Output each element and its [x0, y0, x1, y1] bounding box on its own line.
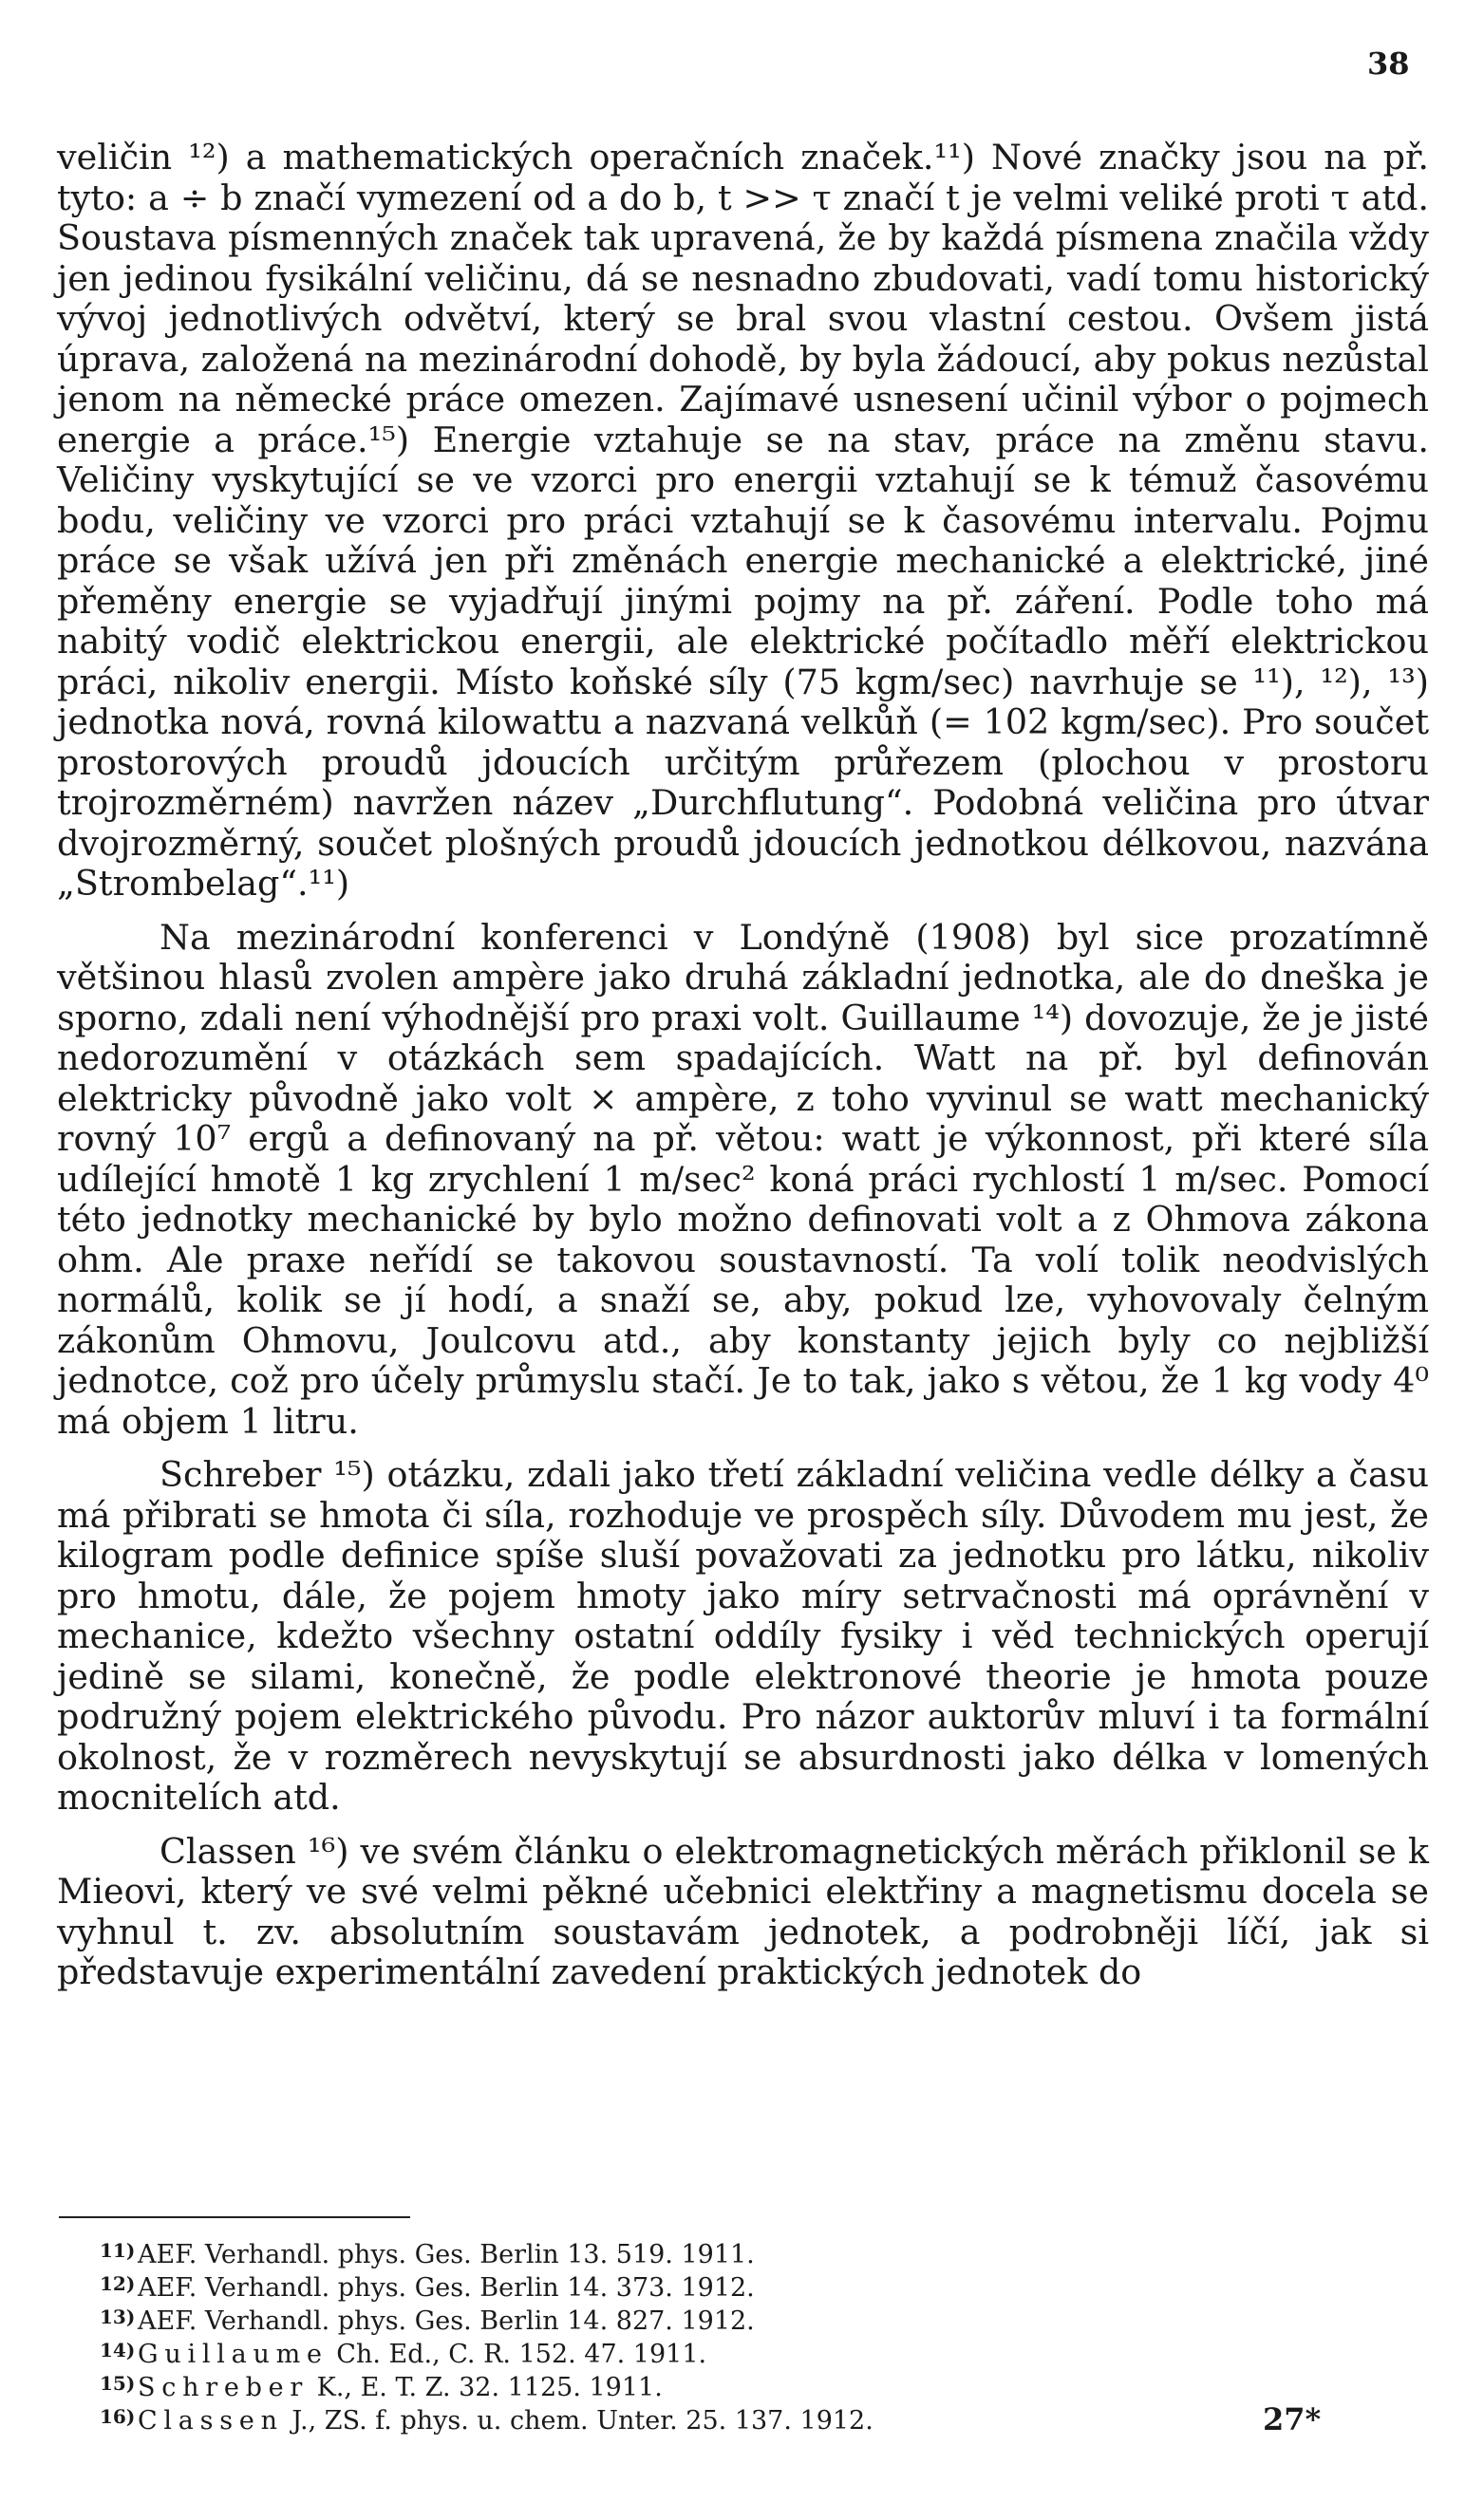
paragraph-3: Schreber ¹⁵) otázku, zdali jako třetí základní veličina vedle délky a času má přibrati se hmota či síla, rozhoduje ve prospěch síly. Důvodem mu jest, že kilogram podle definice spíše sluší považovati za jednotku pro látku, nikoliv pro hmotu, dále, že pojem hmoty jako míry setrvačnosti má oprávnění v mechanice, kdežto všechny ostatní oddíly fysiky i věd technických operují jedině se silami, konečně, že podle elektronové theorie je hmota pouze podružný pojem elektrického původu. Pro názor auktorův mluví i ta formální okolnost, že v rozměrech nevyskytují se absurdnosti jako délka v lomených mocnitelích atd. — [57, 1454, 1429, 1818]
footnote-item — [100, 2238, 1277, 2271]
footnotes-list — [100, 2238, 1277, 2437]
footnote-text: AEF. Verhandl. phys. Ges. Berlin 14. 373. 1912. — [138, 2273, 755, 2303]
footnote-author: Classen — [138, 2406, 284, 2436]
footnote-author: Schreber — [138, 2373, 310, 2402]
footnote-text: Ch. Ed., C. R. 152. 47. 1911. — [336, 2340, 707, 2369]
footnote-item — [100, 2338, 1277, 2371]
footnote-item — [100, 2371, 1277, 2404]
footnote-number: 16) — [100, 2405, 136, 2428]
page-number: 38 — [1367, 46, 1410, 82]
footnote-item — [100, 2271, 1277, 2305]
body-text — [57, 138, 1429, 1993]
footnote-number: 14) — [100, 2339, 136, 2361]
footnote-text: AEF. Verhandl. phys. Ges. Berlin 14. 827. 1912. — [138, 2306, 755, 2336]
footnote-number: 12) — [100, 2272, 136, 2295]
footnote-number: 11) — [100, 2239, 136, 2262]
footnote-divider — [59, 2216, 410, 2218]
paragraph-2: Na mezinárodní konferenci v Londýně (1908) byl sice prozatímně většinou hlasů zvolen ampère jako druhá základní jednotka, ale do dneška je sporno, zdali není výhodnější pro praxi volt. Guillaume ¹⁴) dovozuje, že je jisté nedorozumění v otázkách sem spadajících. Watt na př. byl definován elektricky původně jako volt × ampère, z toho vyvinul se watt mechanický rovný 10⁷ ergů a definovaný na př. větou: watt je výkonnost, při které síla udílející hmotě 1 kg zrychlení 1 m/sec² koná práci rychlostí 1 m/sec. Pomocí této jednotky mechanické by bylo možno definovati volt a z Ohmova zákona ohm. Ale praxe neřídí se takovou soustavností. Ta volí tolik neodvislých normálů, kolik se jí hodí, a snaží se, aby, pokud lze, vyhovovaly čelným zákonům Ohmovu, Joulcovu atd., aby konstanty jejich byly co nejbližší jednotce, což pro účely průmyslu stačí. Je to tak, jako s větou, že 1 kg vody 4⁰ má objem 1 litru. — [57, 916, 1429, 1442]
footnote-text: J., ZS. f. phys. u. chem. Unter. 25. 137. 1912. — [291, 2406, 873, 2436]
footnote-number: 15) — [100, 2372, 136, 2395]
paragraph-4: Classen ¹⁶) ve svém článku o elektromagnetických měrách přiklonil se k Mieovi, který ve své velmi pěkné učebnici elektřiny a magnetismu docela se vyhnul t. zv. absolutním soustavám jednotek, a podrobněji líčí, jak si představuje experimentální zavedení praktických jednotek do — [57, 1830, 1429, 1992]
footnote-author: Guillaume — [138, 2340, 329, 2369]
footnote-item — [100, 2305, 1277, 2338]
footnote-item — [100, 2404, 1277, 2437]
footnote-text: AEF. Verhandl. phys. Ges. Berlin 13. 519. 1911. — [138, 2240, 755, 2269]
footnote-text: K., E. T. Z. 32. 1125. 1911. — [316, 2373, 663, 2402]
footnote-number: 13) — [100, 2305, 136, 2328]
paragraph-1: veličin ¹²) a mathematických operačních značek.¹¹) Nové značky jsou na př. tyto: a ÷ b značí vymezení od a do b, t >> τ značí t je velmi veliké proti τ atd. Soustava písmenných značek tak upravená, že by každá písmena značila vždy jen jedinou fysikální veličinu, dá se nesnadno zbudovati, vadí tomu historický vývoj jednotlivých odvětví, který se bral svou vlastní cestou. Ovšem jistá úprava, založená na mezinárodní dohodě, by byla žádoucí, aby pokus nezůstal jenom na německé práce omezen. Zajímavé usnesení učinil výbor o pojmech energie a práce.¹⁵) Energie vztahuje se na stav, práce na změnu stavu. Veličiny vyskytující se ve vzorci pro energii vztahují se k témuž časovému bodu, veličiny ve vzorci pro práci vztahují se k časovému intervalu. Pojmu práce se však užívá jen při změnách energie mechanické a elektrické, jiné přeměny energie se vyjadřují jinými pojmy na př. záření. Podle toho má nabitý vodič elektrickou energii, ale elektrické počítadlo měří elektrickou práci, nikoliv energii. Místo koňské síly (75 kgm/sec) navrhuje se ¹¹), ¹²), ¹³) jednotka nová, rovná kilowattu a nazvaná velkůň (= 102 kgm/sec). Pro součet prostorových proudů jdoucích určitým průřezem (plochou v prostoru trojrozměrném) navržen název „Durchflutung“. Podobná veličina pro útvar dvojrozměrný, součet plošných proudů jdoucích jednotkou délkovou, nazvána „Strombelag“.¹¹) — [57, 137, 1429, 904]
signature-mark: 27* — [1263, 2401, 1322, 2437]
